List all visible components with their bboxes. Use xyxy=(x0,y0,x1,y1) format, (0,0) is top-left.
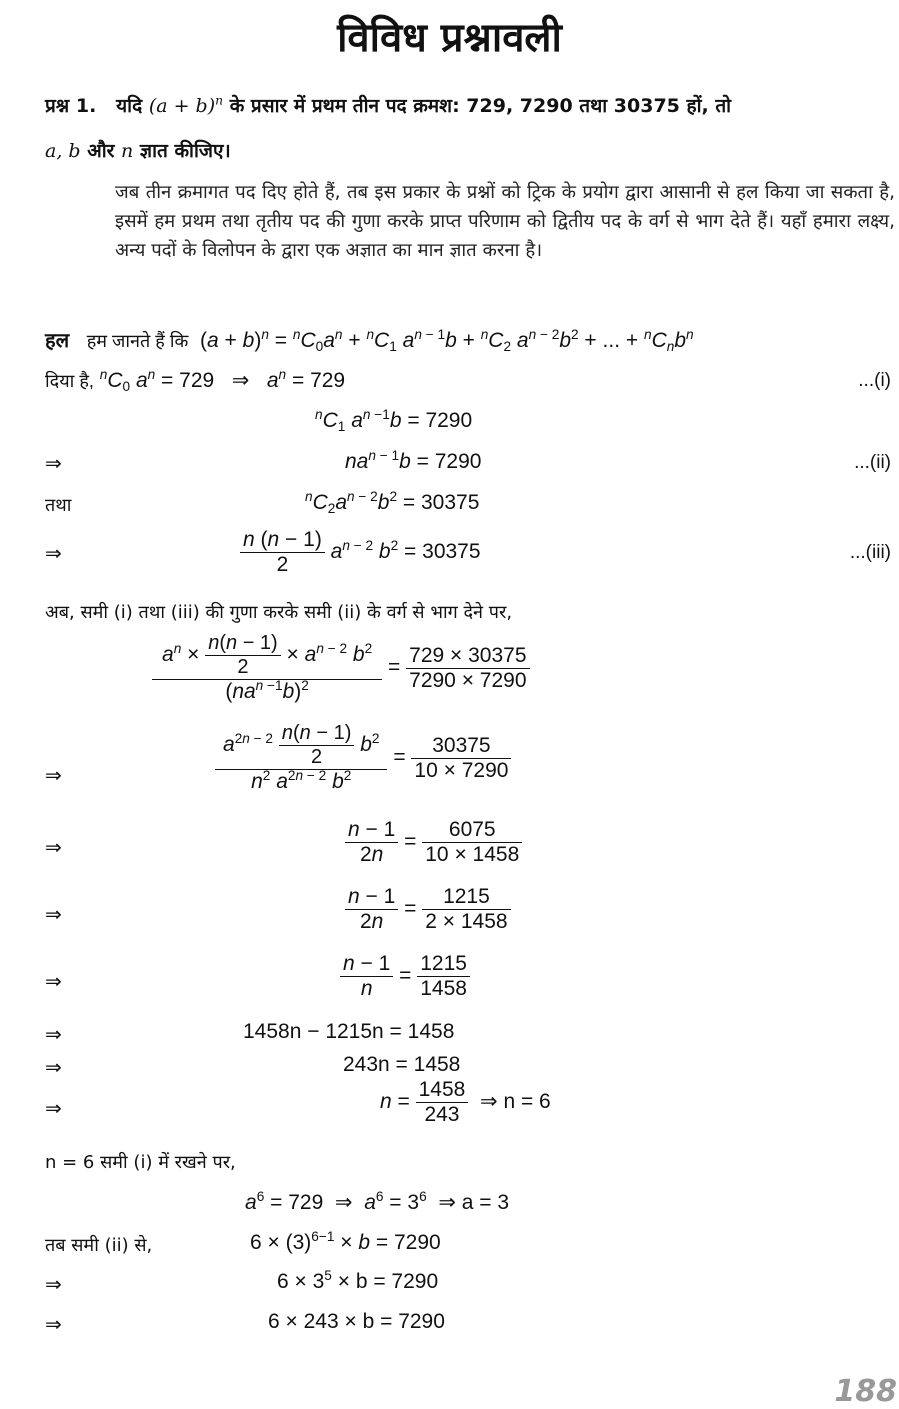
step-description: अब, समी (i) तथा (iii) की गुणा करके समी (ii) के वर्ग से भाग देने पर, xyxy=(45,602,513,623)
tatha-label: तथा xyxy=(45,495,72,516)
f6-numerator: 1458 xyxy=(416,1078,469,1103)
question-line-2 xyxy=(45,137,231,163)
eq-line-4: $^nC_2a^{n - 2}b^2 = 30375$ xyxy=(305,488,480,517)
b-step-2-base: 6 × 3 xyxy=(277,1270,325,1293)
arrow-2: ⇒ xyxy=(45,541,62,565)
given-line: दिया है, $^nC_0$ $a^n = 729$ ⇒ $a^n = 729$ xyxy=(45,366,346,395)
arrow-5: ⇒ xyxy=(45,902,62,926)
f4-denominator: 2 × 1458 xyxy=(425,910,508,933)
arrow-9: ⇒ xyxy=(45,1096,62,1120)
eq-label-ii: ...(ii) xyxy=(854,452,891,473)
question-n: n xyxy=(121,140,134,162)
question-end: ज्ञात कीजिए। xyxy=(139,140,231,162)
value-30375: 30375 xyxy=(421,491,480,514)
n-result: n = $\frac{1458}{243}$ ⇒ n = 6 xyxy=(380,1078,551,1126)
question-line-1 xyxy=(45,92,731,118)
question-vars: a, b xyxy=(45,140,81,162)
arrow-1: ⇒ xyxy=(45,451,62,475)
value-729b: 729 xyxy=(310,369,346,392)
then-text: तब समी (ii) से, xyxy=(45,1235,153,1256)
page-title: विविध प्रश्नावली xyxy=(337,14,562,61)
f3-denominator: 10 × 1458 xyxy=(425,843,520,866)
b-step-2-exp: 5 xyxy=(324,1267,332,1283)
f4-numerator: 1215 xyxy=(422,885,510,910)
f5-denominator: 1458 xyxy=(420,977,467,1000)
n-equals-6: ⇒ n = 6 xyxy=(480,1090,551,1114)
fraction-step-5: $\frac{n - 1}{n}$ = $\frac{1215}{1458}$ xyxy=(340,952,470,1001)
value-30375b: 30375 xyxy=(422,540,481,564)
solution-intro: हम जानते हैं कि xyxy=(86,331,189,351)
arrow-10: ⇒ xyxy=(45,1272,62,1296)
f5-numerator: 1215 xyxy=(417,952,470,977)
solution-label: हल xyxy=(45,330,70,352)
solution-intro-line: हल हम जानते हैं कि $(a + b)^n = ^nC_0a^n + ^nC_1$ $a^{n - 1}b + ^nC_2$ $a^{n - 2}b^2$ + ... + $^nC_nb^n$ xyxy=(45,326,694,355)
f1-denominator: 7290 × 7290 xyxy=(409,668,527,692)
b-step-2-end: × b = 7290 xyxy=(331,1270,439,1293)
value-7290b: 7290 xyxy=(434,450,482,473)
f6-denominator: 243 xyxy=(424,1103,460,1126)
question-expr: (a + b) xyxy=(148,95,216,117)
a-equals-3: ⇒ a = 3 xyxy=(438,1191,510,1214)
implies: ⇒ xyxy=(231,369,250,392)
value-7290: 7290 xyxy=(425,409,473,432)
b-step-1: $6 \times (3)^{6-1} \times b = 7290$ xyxy=(250,1228,441,1254)
question-mid: के प्रसार में प्रथम तीन पद क्रमश: 729, 7290 तथा 30375 हों, तो xyxy=(229,95,732,117)
fraction-step-1: $a^n$ × $\frac{n(n - 1)}{2}$ × $a^{n - 2}$ $b^2$ $(na^{n -1}b)^2$ = $\frac{729 \times 30375}{7290 \times 7290}$ xyxy=(152,632,530,704)
given-label: दिया है, xyxy=(45,371,94,391)
arrow-8: ⇒ xyxy=(45,1055,62,1079)
substitute-text: n = 6 समी (i) में रखने पर, xyxy=(45,1152,236,1173)
tip-paragraph: जब तीन क्रमागत पद दिए होते हैं, तब इस प्रकार के प्रश्नों को ट्रिक के प्रयोग द्वारा आसानी से हल किया जा सकता है, इसमें हम प्रथम तथा तृतीय पद की गुणा करके प्राप्त परिणाम को द्वितीय पद के वर्ग से भाग देते हैं। यहाँ हमारा लक्ष्य, अन्य पदों के विलोपन के द्वारा एक अज्ञात का मान ज्ञात करना है। xyxy=(115,182,895,261)
arrow-4: ⇒ xyxy=(45,835,62,859)
f2-denominator: 10 × 7290 xyxy=(414,758,509,782)
arrow-3: ⇒ xyxy=(45,763,62,787)
b-step-3: 6 × 243 × b = 7290 xyxy=(268,1310,445,1333)
eq-line-5: $\frac{n (n - 1)}{2}$ $a^{n - 2}$ $b^2 = 30375$ xyxy=(240,528,481,577)
page-number: 188 xyxy=(834,1374,897,1409)
arrow-11: ⇒ xyxy=(45,1312,62,1336)
f2-numerator: 30375 xyxy=(411,734,511,759)
question-and: और xyxy=(87,140,115,162)
eq-label-i: ...(i) xyxy=(858,370,891,391)
eq-label-iii: ...(iii) xyxy=(849,542,891,563)
value-729: 729 xyxy=(179,369,215,392)
b-step-2 xyxy=(277,1267,439,1294)
question-exp: n xyxy=(215,93,224,108)
f3-numerator: 6075 xyxy=(422,818,522,843)
arrow-7: ⇒ xyxy=(45,1022,62,1046)
fraction-step-2: $a^{2n - 2}$ $\frac{n(n - 1)}{2}$ $b^2$ $n^2$ $a^{2n - 2}$ $b^2$ = $\frac{30375}{10 \times 7290}$ xyxy=(215,722,511,794)
arrow-6: ⇒ xyxy=(45,969,62,993)
fraction-step-3: $\frac{n - 1}{2n}$ = $\frac{6075}{10 \times 1458}$ xyxy=(345,818,522,867)
eq-line-3: $na^{n - 1}b = 7290$ xyxy=(345,447,482,473)
fraction-step-4: $\frac{n - 1}{2n}$ = $\frac{1215}{2 \times 1458}$ xyxy=(345,885,511,934)
linear-step-2: 243n = 1458 xyxy=(343,1053,461,1076)
question-label: प्रश्न 1. xyxy=(45,95,97,117)
a-result: $a^6 = 729$ ⇒ $a^6 = 3^6$ ⇒ a = 3 xyxy=(245,1188,510,1214)
f1-numerator: 729 × 30375 xyxy=(406,644,529,669)
eq-line-2: $^nC_1$ $a^{n -1}b = 7290$ xyxy=(315,406,473,435)
question-pre: यदि xyxy=(116,95,143,117)
linear-step-1: 1458n − 1215n = 1458 xyxy=(243,1020,455,1043)
